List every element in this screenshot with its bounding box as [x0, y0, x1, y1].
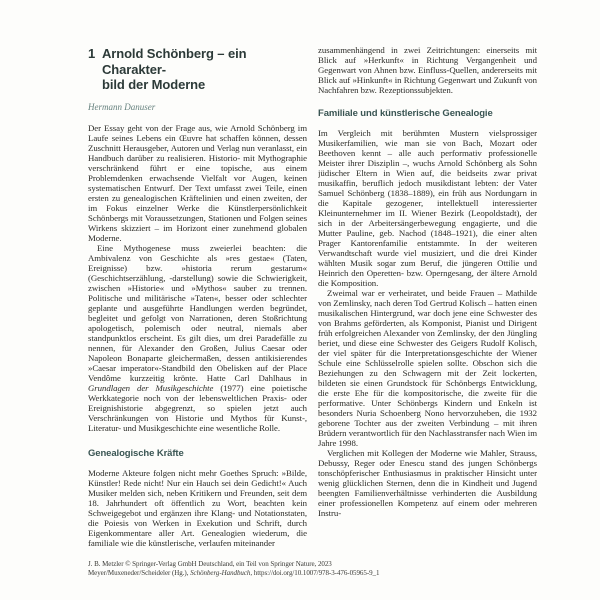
chapter-title-text: Arnold Schönberg – ein Charakter- bild der Moderne [102, 46, 247, 92]
paragraph-mythogenese: Eine Mythogenese muss zweierlei beachten: die Ambivalenz von Geschichte als »res gestae« (Taten, Ereignisse) bzw. »historia rerum gestarum« (Geschichtserzählung, -darstellung) sowie die Schwierigkeit, zwischen »Historie« und »Mythos« sauber zu trennen. Politische und militärische »Taten«, besser oder schlechter geplante und ausgeführte Handlungen werden begründet, begleitet und gefolgt von Narrationen, deren Stoßrichtung apologetisch, polemisch oder neutral, niemals aber standpunktlos erscheint. Es gilt dies, um drei Paradefälle zu nennen, für Alexander den Großen, Julius Caesar oder Napoleon Bonaparte gleichermaßen, dessen antikisierendes »Caesar imperator«-Standbild den Obelisken auf der Place Vendôme kurzzeitig krönte. Hatte Carl Dahlhaus in Grundlagen der Musikgeschichte (1977) eine poietische Werkkategorie noch von der lebensweltlichen Praxis- oder Ereignishistorie abgegrenzt, so spielen jetzt auch Verschränkungen von Historie und Mythos für Kunst-, Literatur- und Musikgeschichte eine wesentliche Rolle. [88, 242, 307, 433]
imprint-line-copyright: J. B. Metzler © Springer-Verlag GmbH Deutschland, ein Teil von Springer Nature, 2023 [88, 560, 332, 568]
chapter-title [88, 46, 307, 93]
section-heading-genealogische-kraefte: Genealogische Kräfte [88, 447, 184, 459]
column-left [88, 46, 307, 558]
book-title-italic: Grundlagen der Musikgeschichte [88, 382, 214, 393]
chapter-number: 1 [88, 46, 96, 61]
doi-text: , https://doi.org/10.1007/978-3-476-05965-9_1 [250, 569, 380, 578]
handbook-title-italic: Schönberg-Handbuch [190, 569, 251, 578]
imprint-line-doi: Meyer/Muxeneder/Scheideler (Hg.), Schönberg-Handbuch, https://doi.org/10.1007/978-3-476-05965-9_1 [88, 569, 380, 578]
imprint-footer [88, 560, 558, 579]
abstract-paragraph: Der Essay geht von der Frage aus, wie Arnold Schönberg im Laufe seines Lebens ein Œuvre hat schaffen können, dessen Zuschnitt Herausgeber, Autoren und Verlag nun veranlasst, ein Handbuch darüber zu realisieren. Historio- mit Mythographie verschränkend führt er eine topische, aus einem Problemdenken erwachsende Vielfalt vor Augen, keinen systematischen Entwurf. Der Text umfasst zwei Teile, einen ersten zu genealogischen Kräftelinien und einen zweiten, der im Fokus einzelner Werke die Künstlerpersönlichkeit Schönbergs mit Voraussetzungen, Stationen und Folgen seines Wirkens skizziert – im Horizont einer zunehmend globalen Moderne. [88, 122, 307, 243]
paragraph-continuation: zusammenhängend in zwei Zeitrichtungen: einerseits mit Blick auf »Herkunft« in Richtung Vergangenheit und Gegenwart von Ahnen bzw. Einfluss-Quellen, andererseits mit Blick auf »Hinkunft« in Richtung Gegenwart und Zukunft von Nachfahren bzw. Rezeptionssubjekten. [318, 45, 537, 95]
paragraph-ehen: Zweimal war er verheiratet, und beide Frauen – Mathilde von Zemlinsky, nach deren Tod Gertrud Kolisch – hatten einen musikalischen Hintergrund, war doch jene eine Schwester des von Brahms geförderten, als Komponist, Pianist und Dirigent früh erfolgreichen Alexander von Zemlinsky, der den Jüngling beriet, und diese eine Schwester des Geigers Rudolf Kolisch, der viel später für die Interpretationsgeschichte der Wiener Schule eine Schlüsselrolle spielen sollte. Obschon sich die Beziehungen zu den Schwagern mit der Zeit lockerten, bildeten sie einen Grundstock für Schönbergs Entwicklung, die erste Ehe für die kompositorische, die zweite für die performative. Unter Schönbergs Kindern und Enkeln ist besonders Nuria Schoenberg Nono hervorzuheben, die 1932 geborene Tochter aus der zweiten Verbindung – mit ihren Brüdern verantwortlich für den Nachlasstransfer nach Wien im Jahre 1998. [318, 288, 537, 448]
paragraph-familie: Im Vergleich mit berühmten Mustern vielsprossiger Musikerfamilien, wie man sie von Bach, Mozart oder Beethoven kennt – alle auch performativ professionelle Meister ihrer Disziplin –, wuchs Arnold Schönberg als Sohn jüdischer Eltern in Wien auf, die beidseits zwar privat musikaffin, beruflich jedoch musikdistant lebten: der Vater Samuel Schönberg (1838–1889), ein früh aus Nordungarn in die Kapitale gezogener, intellektuell interessierter Kleinunternehmer im II. Wiener Bezirk (Leopoldstadt), der sich in der Arbeitersängerbewegung engagierte, und die Mutter Pauline, geb. Nachod (1848–1921), die einer alten Prager Kantorenfamilie entstammte. In der weiteren Verwandtschaft wurde viel musiziert, und die drei Kinder wählten Musik sogar zum Beruf, die jüngeren Ottilie und Heinrich den Operetten- bzw. Operngesang, der ältere Arnold die Komposition. [318, 128, 537, 288]
section-heading-familiale-genealogie: Familiale und künstlerische Genealogie [318, 108, 493, 119]
paragraph-kollegen: Verglichen mit Kollegen der Moderne wie Mahler, Strauss, Debussy, Reger oder Enescu stand des jungen Schönbergs tonschöpferischer Enthusiasmus in praktischer Hinsicht unter wenig glücklichen Sternen, denn die in Kindheit und Jugend beengten Familienverhältnisse verhinderten die Ausbildung einer professionellen Kompetenz auf einem oder mehreren Instru- [318, 448, 537, 518]
author-name: Hermann Danuser [88, 101, 156, 112]
paragraph-moderne-akteure: Moderne Akteure folgen nicht mehr Goethes Spruch: »Bilde, Künstler! Rede nicht! Nur ein Hauch sei dein Gedicht!« Auch Musiker melden sich, neben Kritikern und Freunden, seit dem 18. Jahrhundert oft öffentlich zu Wort, beachten kein Schweigegebot und ergänzen ihre Klang- und Notationstaten, die Poiesis von Werken in Exekution und Schrift, durch Eigenkommentare aller Art. Genealogien wiederum, die familiale wie die künstlerische, verlaufen miteinander [88, 467, 307, 548]
column-right [318, 45, 537, 560]
